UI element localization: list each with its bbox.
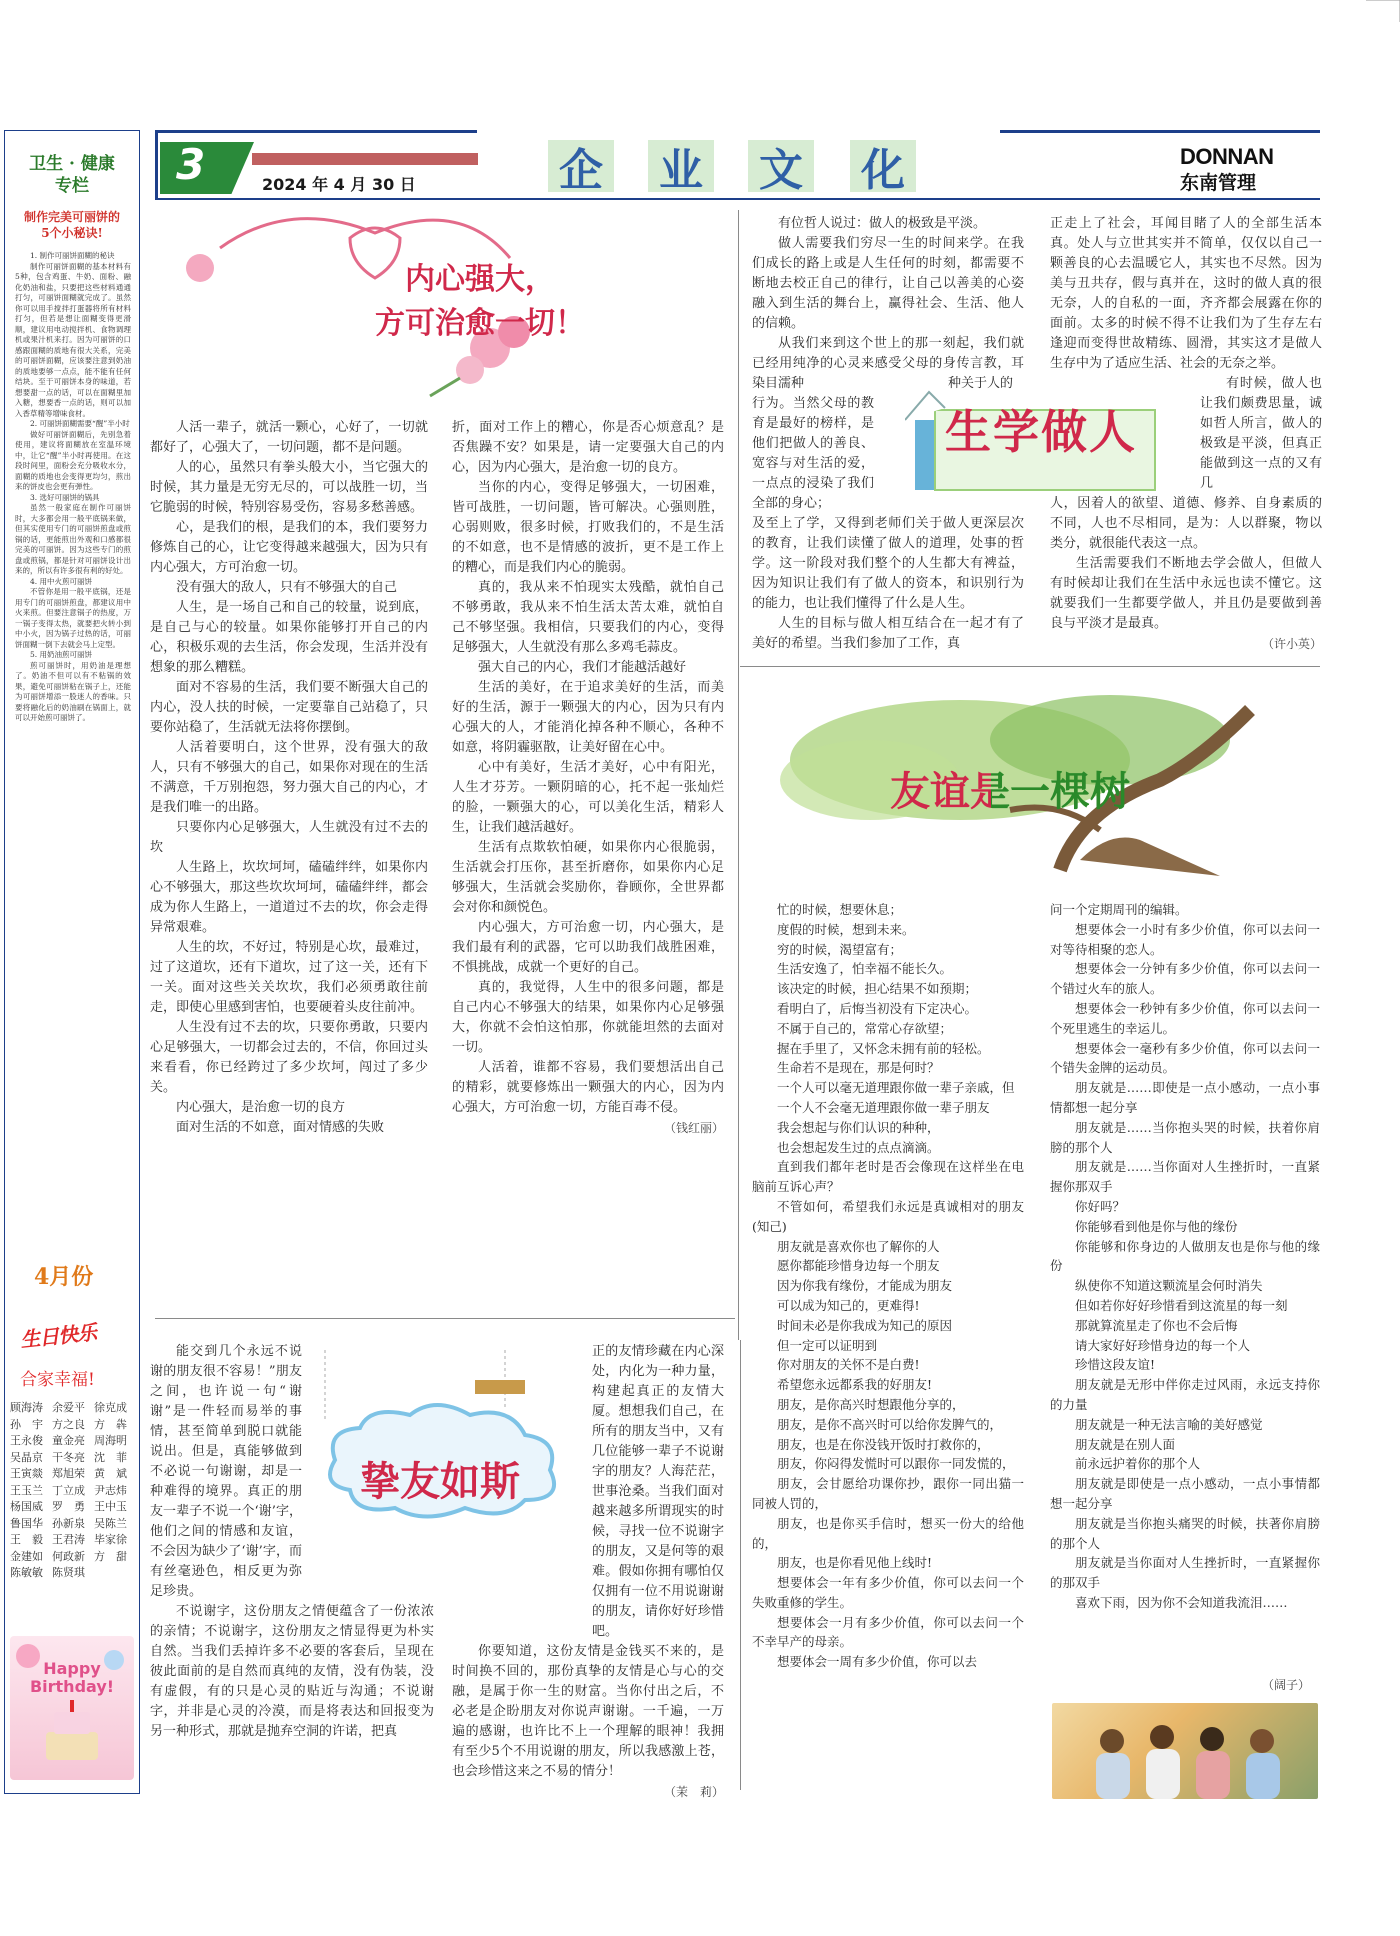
poem-line: 也会想起发生过的点点滴滴。 [777, 1139, 940, 1155]
sidebar-paragraph: 2. 可丽饼面糊需要“醒”半小时 [30, 419, 130, 428]
poem-line: 该决定的时候，担心结果不如预期； [777, 981, 978, 997]
paragraph: 人生路上，坎坎坷坷，磕磕绊绊，如果你内心不够强大，那这些坎坎坷坷，磕磕绊绊，都会成为你人生路上，一道道过不去的坎，你会走得异常艰难。 [150, 860, 428, 935]
poem-line: 生命若不是现在，那是何时？ [777, 1060, 940, 1076]
poem-line: 朋友，你闷得发慌时可以跟你一同发慌的， [777, 1456, 1015, 1472]
poem-line: 朋友，是你高兴时想跟他分享的， [777, 1396, 965, 1412]
poem-line: 生活安逸了，怕幸福不能长久。 [777, 961, 953, 977]
article-title: 挚友如斯 [360, 1458, 520, 1505]
birthday-name-row [10, 1516, 138, 1533]
poem-line: 那就算流星走了你也不会后悔 [1075, 1317, 1238, 1333]
section-title-char: 企 [548, 140, 614, 192]
poem-line: 朋友就是……即使是一点小感动，一点小事情都想一起分享 [1050, 1080, 1320, 1115]
poem-line: 直到我们都年老时是否会像现在这样坐在电脑前互诉心声？ [752, 1159, 1024, 1195]
article-column [1050, 900, 1320, 1613]
paragraph: 人的心，虽然只有拳头般大小，当它强大的时候，其力量是无穷无尽的，可以战胜一切，当它脆弱的时候，特别容易受伤，容易多愁善感。 [150, 460, 428, 515]
birthday-name: 何政新 [52, 1549, 85, 1563]
poem-line: 握在手里了，又怀念未拥有前的轻松。 [777, 1040, 990, 1056]
article-title [890, 760, 1130, 817]
article-column [452, 1342, 724, 1802]
paragraph: 正走上了社会，耳闻目睹了人的全部生活本真。处人与立世其实并不简单，仅仅以自己一颗善良的心去温暖它人，其实也不尽然。因为美与丑共存，假与真并在，这时的做人真的很无奈，人的自私的一面，齐齐都会展露在你的面前。太多的时候不得不让我们为了生存左右逢迎而变得世故精练、圆滑，其实这才是做人生存中为了适应生活、社会的无奈之举。 [1050, 216, 1322, 371]
sidebar-paragraph: 做好可丽饼面糊后，先别急着使用，建议将面糊放在室温环境中，让它“醒”半小时再使用。在这段时间里，面粉会充分吸收水分，面糊的质地也会变得更均匀，煎出来的饼皮也会更有弹性。 [15, 429, 131, 491]
poem-line: 想要体会一年有多少价值，你可以去问一个失败重修的学生。 [752, 1575, 1024, 1610]
poem-line: 朋友就是……当你抱头哭的时候，扶着你肩膀的那个人 [1050, 1119, 1320, 1155]
birthday-name-row [10, 1549, 138, 1566]
paragraph: 能交到几个永远不说谢的朋友很不容易！”朋友之间，也许说一句“谢谢”是一件轻而易举的事情，甚至简单到脱口就能说出。但是，真能够做到不必说一句谢谢，却是一种难得的境界。真正的朋友一辈子不说一个‘谢’字，他们之间的情感和友谊，不会因为缺少了‘谢’字，而有丝毫逊色，相反更为弥足珍贵。 [150, 1344, 302, 1599]
birthday-name: 方 甜 [94, 1549, 127, 1563]
article-divider [155, 1318, 735, 1319]
paragraph: 正的友情珍藏在内心深处，内化为一种力量，构建起真正的友情大厦。想想我们自己，在所有的朋友当中，又有几位能够一辈子不说谢字的朋友？人海茫茫，世事沧桑。当我们面对越来越多所谓现实的时候，寻找一位不说谢字的朋友，又是何等的艰难。假如你拥有哪怕仅仅拥有一位不用说谢谢的朋友，请你好好珍惜吧。 [592, 1344, 724, 1639]
article-column [150, 1342, 434, 1742]
poem-line: 忙的时候，想要休息； [777, 902, 903, 917]
sidebar-column-title: 卫生 · 健康 专栏 [29, 154, 115, 196]
birthday-name: 王寅燚 [10, 1467, 43, 1480]
birthday-name: 方之良 [52, 1417, 85, 1431]
birthday-name: 王玉兰 [10, 1483, 43, 1497]
article-column [752, 214, 1024, 654]
column-divider [740, 1340, 741, 1790]
sidebar-article-title: 制作完美可丽饼的 5个小秘诀! [23, 210, 120, 240]
birthday-name: 童金亮 [52, 1434, 85, 1447]
poem-line: 一个人可以毫无道理跟你做一辈子亲戚，但 [777, 1080, 1015, 1096]
birthday-card-image [10, 1636, 134, 1780]
birthday-name: 吴陈兰 [94, 1516, 127, 1530]
article-column [150, 418, 428, 1138]
birthday-word-art: 生日快乐 [19, 1320, 98, 1352]
page-number-block [160, 142, 254, 194]
birthday-name-row [10, 1483, 138, 1500]
birthday-name: 王 毅 [10, 1533, 43, 1546]
poem-line: 愿你都能珍惜身边每一个朋友 [777, 1258, 940, 1274]
poem-line: 喜欢下雨，因为你不会知道我流泪…… [1075, 1594, 1288, 1610]
birthday-name: 罗 勇 [52, 1500, 85, 1513]
poem-line: 朋友，也是你看见他上线时! [777, 1555, 933, 1571]
birthday-name: 郑旭荣 [52, 1467, 85, 1480]
birthday-name-row [10, 1499, 138, 1516]
poem-line: 朋友就是无形中伴你走过风雨，永远支持你的力量 [1050, 1377, 1320, 1412]
birthday-name: 沈 菲 [94, 1450, 127, 1464]
poem-line: 看明白了，后悔当初没有下定决心。 [777, 1000, 978, 1016]
birthday-name: 陈贤琪 [52, 1566, 85, 1579]
poem-line: 我会想起与你们认识的种种， [777, 1119, 940, 1135]
section-title-char: 业 [648, 140, 714, 192]
article-divider [740, 666, 1320, 667]
paragraph: 人生没有过不去的坎，只要你勇敢，只要内心足够强大，一切都会过去的，不信，你回过头来看看，你已经跨过了多少坎坷，闯过了多少关。 [150, 1020, 428, 1095]
header-top-rule [155, 130, 477, 133]
poem-line: 朋友，会甘愿给功课你抄，跟你一同出猫一同被人罚的， [752, 1476, 1024, 1511]
poem-line: 时间未必是你我成为知己的原因 [777, 1317, 953, 1333]
poem-line: 朋友就是喜欢你也了解你的人 [777, 1238, 940, 1254]
paragraph: 生活的美好，在于追求美好的生活，而美好的生活，源于一颗强大的内心，因为只有内心强大的人，才能消化掉各种不顺心，各种不如意，将阴霾驱散，让美好留在心中。 [452, 680, 724, 755]
paragraph: 内心强大，方可治愈一切，内心强大，是我们最有利的武器，它可以助我们战胜困难，不惧挑战，成就一个更好的自己。 [452, 920, 724, 975]
poem-line: 但如若你好好珍惜看到这流星的每一刻 [1075, 1297, 1288, 1313]
paragraph: 人活一辈子，就活一颗心，心好了，一切就都好了，心强大了，一切问题，都不是问题。 [150, 420, 428, 455]
birthday-name-row [10, 1466, 138, 1483]
column-divider [738, 210, 739, 1340]
poem-line: 想要体会一周有多少价值，你可以去 [777, 1654, 978, 1670]
header-top-rule-right [1000, 130, 1320, 133]
paragraph: 从我们来到这个世上的那一刻起，我们就已经用纯净的心灵来感受父母的身传言教，耳染目濡种 [752, 336, 1024, 391]
poem-line: 纵使你不知道这颗流星会何时消失 [1075, 1278, 1263, 1294]
birthday-name-row [10, 1450, 138, 1467]
article-title: 生学做人 [945, 405, 1137, 459]
birthday-name: 孙 宇 [10, 1417, 43, 1431]
paragraph: 心中有美好，生活才美好，心中有阳光，人生才芬芳。一颗阴暗的心，托不起一张灿烂的脸，一颗强大的心，可以美化生活，精彩人生，让我们越活越好。 [452, 760, 724, 835]
birthday-cake-illustration [10, 1636, 134, 1780]
paragraph: 面对不容易的生活，我们要不断强大自己的内心，没人扶的时候，一定要靠自己站稳了，只要你站稳了，生活就无法将你摆倒。 [150, 680, 428, 735]
paragraph: 不说谢字，这份朋友之情便蕴含了一份浓浓的亲情；不说谢字，这份朋友之情显得更为朴实自然。当我们丢掉许多不必要的客套后，呈现在彼此面前的是自然而真纯的友情，没有伪装，没有虚假，有的只是心灵的贴近与沟通；不说谢字，并非是心灵的冷漠，而是将表达和回报变为另一种形式，那就是抛弃空洞的许诺，把真 [150, 1604, 434, 1739]
birthday-name: 杨国威 [10, 1500, 43, 1513]
poem-line: 朋友，也是你买手信时，想买一份大的给他的， [752, 1515, 1024, 1551]
poem-line: 前永远护着你的那个人 [1075, 1456, 1201, 1472]
paragraph: 有时候，做人也让我们颇费思量，诚如哲人所言，做人的极致是平淡，但真正能做到这一点的又有几 [1200, 376, 1322, 491]
birthday-name: 徐克成 [94, 1401, 127, 1414]
poem-line: 想要体会一秒钟有多少价值，你可以去问一个死里逃生的幸运儿。 [1050, 1000, 1320, 1036]
paragraph-fragment: 种关于人的 [948, 376, 1014, 391]
birthday-name-row [10, 1565, 138, 1582]
birthday-name-list [10, 1400, 138, 1582]
section-title-char: 文 [748, 140, 814, 192]
issue-date: 2024 年 4 月 30 日 [262, 175, 416, 194]
birthday-name: 王君涛 [52, 1533, 85, 1546]
sidebar-month-label: 4月份 [34, 1264, 94, 1290]
birthday-name-row [10, 1433, 138, 1450]
birthday-name: 王中玉 [94, 1500, 127, 1513]
poem-line: 你能够看到他是你与他的缘份 [1075, 1218, 1238, 1234]
poem-line: 不管如何，希望我们永远是真诚相对的朋友(知己) [752, 1198, 1024, 1234]
author-byline: （茉 莉） [663, 1785, 724, 1799]
article-title-text: 友谊是一棵树 [890, 768, 1130, 815]
sidebar-paragraph: 4. 用中火煎可丽饼 [30, 576, 93, 586]
poem-line: 一个人不会毫无道理跟你做一辈子朋友 [777, 1099, 990, 1115]
friends-silhouette-icon [1052, 1703, 1318, 1799]
birthday-name: 孙新泉 [52, 1516, 85, 1530]
paragraph: 真的，我觉得，人生中的很多问题，都是自己内心不够强大的结果，如果你内心足够强大，你就不会怕这怕那，你就能坦然的去面对一切。 [452, 980, 724, 1055]
paragraph: 人活着，谁都不容易，我们要想活出自己的精彩，就要修炼出一颗强大的内心，因为内心强大，方可治愈一切，方能百毒不侵。 [452, 1060, 724, 1115]
birthday-name: 干冬亮 [52, 1450, 85, 1464]
subheading: 没有强大的敌人，只有不够强大的自己 [176, 580, 398, 595]
brand-logo-en: DONNAN [1180, 144, 1274, 169]
author-byline: （阔子） [1261, 1678, 1310, 1692]
sidebar-paragraph: 制作可丽饼面糊的基本材料有5种，包含鸡蛋、牛奶、面粉、融化奶油和盐，只要把这些材料通通打匀，可丽饼面糊就完成了。虽然你可以用手搅拌打蛋器将所有材料打匀，但若是想让面糊变得更滑顺，建议用电动搅拌机、食物调理机或果汁机来打。因为可丽饼的口感跟面糊的质地有很大关系，完美的可丽饼面糊，应该要注意到奶油的质地要够一点点，能不能有任何结块。至于可丽饼本身的味道，若想要甜一点的话，可以在面糊里加入糖，想要香一点的话，则可以加入香草精等增味食材。 [15, 261, 131, 418]
paragraph: 人活着要明白，这个世界，没有强大的敌人，只有不够强大的自己，如果你对现在的生活不满意，千万别抱怨，努力强大自己的内心，才是我们唯一的出路。 [150, 740, 428, 815]
sidebar-paragraph: 1. 制作可丽饼面糊的秘诀 [30, 251, 115, 260]
birthday-card-text: Happy Birthday! [29, 1659, 115, 1696]
header-left-rule [155, 130, 158, 200]
paragraph: 面对生活的不如意，面对情感的失败 [176, 1120, 385, 1135]
brand-logo-cn: 东南管理 [1180, 172, 1257, 194]
poem-line: 穷的时候，渴望富有； [777, 941, 903, 957]
poem-line: 但一定可以证明到 [777, 1337, 878, 1353]
poem-line: 朋友，是你不高兴时可以给你发脾气的， [777, 1416, 1003, 1432]
paragraph: 人生的坎，不好过，特别是心坎，最难过，过了这道坎，还有下道坎，过了这一关，还有下一关。面对这些关关坎坎，我们必须勇敢往前走，即使心里感到害怕，也要硬着头皮往前冲。 [150, 940, 428, 1015]
family-happy-text: 合家幸福! [20, 1370, 95, 1390]
poem-line: 朋友就是当你抱头痛哭的时候，扶著你肩膀的那个人 [1050, 1515, 1320, 1551]
paragraph: 人，因着人的欲望、道德、修养、自身素质的不同，人也不尽相同，是为：人以群聚，物以类分，就很能代表这一点。 [1050, 496, 1322, 551]
paragraph: 生活需要我们不断地去学会做人，但做人有时候却让我们在生活中永远也读不懂它。这就要我们一生都要学做人，并且仍是要做到善良与平淡才是最真。 [1050, 556, 1322, 631]
paragraph: 人生的目标与做人相互结合在一起才有了美好的希望。当我们参加了工作，真 [752, 616, 1024, 651]
poem-line: 珍惜这段友谊! [1075, 1357, 1156, 1373]
paragraph: 折，面对工作上的糟心，你是否心烦意乱？是否焦躁不安？如果是，请一定要强大自己的内心，因为内心强大，是治愈一切的良方。 [452, 420, 724, 475]
paragraph: 真的，我从来不怕现实太残酷，就怕自己不够勇敢，我从来不怕生活太苦太难，就怕自己不够坚强。我相信，只要我们的内心，变得足够强大，人生就没有那么多鸡毛蒜皮。 [452, 580, 724, 655]
subheading: 强大自己的内心，我们才能越活越好 [478, 660, 687, 675]
header-red-bar [252, 153, 478, 165]
poem-line: 不属于自己的，常常心存欲望； [777, 1020, 953, 1036]
paragraph: 心，是我们的根，是我们的本，我们要努力修炼自己的心，让它变得越来越强大，因为只有内心强大，方可治愈一切。 [150, 520, 428, 575]
poem-line: 朋友，也是在你没钱开饭时打救你的， [777, 1436, 990, 1452]
birthday-name: 尹志炜 [94, 1483, 127, 1497]
article-column [752, 900, 1024, 1672]
birthday-name: 陈敏敏 [10, 1566, 43, 1579]
birthday-name: 方 犇 [94, 1417, 127, 1431]
paragraph: 及至上了学，又得到老师们关于做人更深层次的教育，让我们读懂了做人的道理，处事的哲学。这一阶段对我们整个的人生都大有裨益，因为知识让我们有了做人的资本，和识别行为的能力，也让我们懂得了什么是人生。 [752, 516, 1024, 611]
page-corner-mark [1362, 0, 1400, 28]
poem-line: 朋友就是在别人面 [1075, 1436, 1176, 1452]
poem-line: 朋友就是当你面对人生挫折时，一直紧握你的那双手 [1050, 1555, 1320, 1591]
birthday-name [94, 1565, 136, 1582]
birthday-name-row [10, 1417, 138, 1434]
birthday-name: 金建如 [10, 1549, 43, 1563]
poem-line: 问一个定期周刊的编辑。 [1050, 902, 1188, 917]
poem-line: 因为你我有缘份，才能成为朋友 [777, 1278, 953, 1294]
poem-line: 想要体会一月有多少价值，你可以去问一个不幸早产的母亲。 [752, 1614, 1024, 1650]
poem-line: 想要体会一毫秒有多少价值，你可以去问一个错失金牌的运动员。 [1050, 1040, 1320, 1076]
friends-photo [1052, 1703, 1318, 1799]
birthday-name-row [10, 1400, 138, 1417]
poem-line: 朋友就是即使是一点小感动，一点小事情都想一起分享 [1050, 1476, 1320, 1511]
paragraph: 行为。当然父母的教育是最好的榜样，是他们把做人的善良、宽容与对生活的爱，一点点的浸染了我们全部的身心； [752, 396, 874, 511]
birthday-name: 吴晶京 [10, 1450, 43, 1464]
subheading: 内心强大，是治愈一切的良方 [176, 1100, 346, 1115]
poem-line: 你好吗？ [1075, 1198, 1126, 1214]
article-column [452, 418, 724, 1138]
sidebar-article-body [5, 241, 139, 724]
page-number: 3 [176, 140, 206, 189]
poem-line: 想要体会一分钟有多少价值，你可以去问一个错过火车的旅人。 [1050, 961, 1320, 997]
article-title: 内心强大， 方可治愈一切！ [375, 262, 585, 341]
poem-line: 请大家好好珍惜身边的每一个人 [1075, 1337, 1251, 1353]
author-byline: （钱红丽） [663, 1121, 724, 1135]
birthday-name: 丁立成 [52, 1483, 85, 1497]
poem-line: 希望您永远都系我的好朋友! [777, 1377, 933, 1393]
birthday-name: 余爱平 [52, 1401, 85, 1414]
birthday-name: 黄 斌 [94, 1467, 127, 1480]
sidebar-paragraph: 煎可丽饼时，用奶油是理想了。奶油不但可以有不粘锅的效果，避免可丽饼粘在锅子上，还能为可丽饼增添一股迷人的香味。只要将融化后的奶油刷在锅面上，就可以开始煎可丽饼了。 [15, 660, 131, 722]
poem-line: 你能够和你身边的人做朋友也是你与他的缘份 [1050, 1238, 1320, 1274]
birthday-name: 顾海涛 [10, 1401, 43, 1414]
birthday-name: 周海明 [94, 1434, 127, 1447]
paragraph: 生活有点欺软怕硬，如果你内心很脆弱，生活就会打压你，甚至折磨你，如果你内心足够强大，生活就会奖励你，眷顾你，全世界都会对你和颜悦色。 [452, 840, 724, 915]
sidebar-paragraph: 3. 选好可丽饼的锅具 [30, 492, 100, 502]
poem-line: 想要体会一小时有多少价值，你可以去问一对等待相聚的恋人。 [1050, 921, 1320, 957]
paragraph: 当你的内心，变得足够强大，一切困难，皆可战胜，一切问题，皆可解决。心强则胜，心弱则败，很多时候，打败我们的，不是生活的不如意，也不是情感的波折，更不是工作上的糟心，而是我们内心的脆弱。 [452, 480, 724, 575]
paragraph: 你要知道，这份友情是金钱买不来的，是时间换不回的，那份真挚的友情是心与心的交融，是属于你一生的财富。当你付出之后，不必老是企盼朋友对你说声谢谢。一千遍，一万遍的感谢，也许比不上一个理解的眼神！我拥有至少5个不用说谢的朋友，所以我感激上苍，也会珍惜这来之不易的情分！ [452, 1644, 724, 1779]
sidebar-paragraph: 不管你是用一般平底锅，还是用专门的可丽饼煎盘，都建议用中火来煎。但要注意锅子的热度，万一锅子变得太热，就要把火转小到中小火，因为锅子过热的话，可丽饼面糊一倒下去就会马上定型。 [15, 587, 131, 649]
header-bottom-rule [155, 198, 1320, 200]
paragraph: 做人需要我们穷尽一生的时间来学。在我们成长的路上或是人生任何的时刻，都需要不断地去校正自己的律行，让自己以善美的心姿融入到生活的舞台上，赢得社会、生活、他人的信赖。 [752, 236, 1024, 331]
subheading: 只要你内心足够强大，人生就没有过不去的坎 [150, 820, 428, 855]
paragraph: 人生，是一场自己和自己的较量，说到底，是自己与心的较量。如果你能够打开自己的内心，积极乐观的去生活，你会发现，生活并没有想象的那么糟糕。 [150, 600, 428, 675]
sidebar-paragraph: 5. 用奶油煎可丽饼 [30, 650, 93, 659]
poem-line: 朋友就是……当你面对人生挫折时，一直紧握你那双手 [1050, 1159, 1320, 1195]
birthday-name: 王永俊 [10, 1434, 43, 1447]
section-title-char: 化 [850, 140, 916, 192]
paragraph: 有位哲人说过：做人的极致是平淡。 [778, 216, 987, 231]
poem-line: 朋友就是一种无法言喻的美好感觉 [1075, 1416, 1263, 1432]
birthday-name: 鲁国华 [10, 1516, 43, 1530]
birthday-name: 毕家徐 [94, 1533, 127, 1546]
sidebar-paragraph: 虽然一般家庭在制作可丽饼时，大多都会用一般平底锅来做，但其实使用专门的可丽饼煎盘或煎锅的话，更能煎出外观和口感都很完美的可丽饼。因为这些专门的煎盘或煎锅，都是针对可丽饼设计出来的，所以有许多很有利的好处。 [15, 503, 131, 575]
poem-line: 度假的时候，想到未来。 [777, 921, 915, 937]
birthday-name-row [10, 1532, 138, 1549]
article-column [1050, 214, 1322, 654]
author-byline: （许小英） [1261, 637, 1322, 651]
poem-line: 可以成为知己的，更难得! [777, 1297, 920, 1313]
poem-line: 你对朋友的关怀不是白费! [777, 1357, 920, 1373]
